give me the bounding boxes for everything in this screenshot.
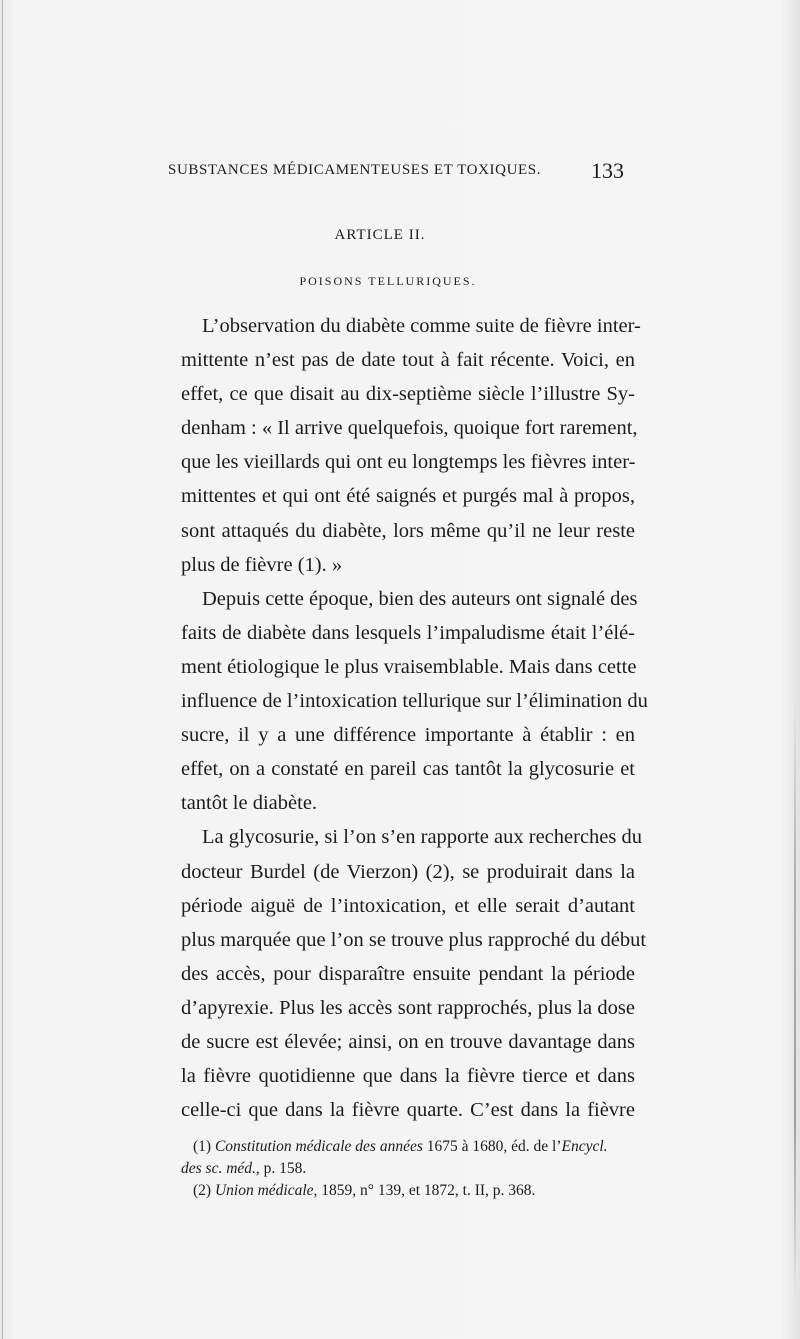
text-line: tantôt le diabète. (181, 792, 318, 815)
text-line: effet, on a constaté en pareil cas tantôt la glycosurie et (181, 758, 635, 781)
footnote-title: Constitution médicale des années (214, 1138, 423, 1155)
footnote-edition: , éd. de l’ (503, 1138, 562, 1155)
footnotes (181, 1136, 635, 1201)
text-line: ment étiologique le plus vraisemblable. Mais dans cette (181, 655, 637, 678)
text-line: sucre, il y a une différence importante à établir : en (181, 724, 635, 747)
text-line: mittente n’est pas de date tout à fait récente. Voici, en (181, 349, 635, 372)
page-edge-left (2, 0, 3, 1339)
footnote-rest: , 1859, n° 139, et 1872, t. II, p. 368. (313, 1181, 536, 1199)
footnote-marker: (1) (193, 1138, 212, 1155)
text-line: influence de l’intoxication tellurique sur l’élimination du (181, 690, 648, 713)
text-line: L’observation du diabète comme suite de fièvre inter- (202, 315, 641, 337)
text-line: plus de fièvre (1). » (181, 553, 343, 576)
footnote-1 (181, 1136, 635, 1158)
text-line: plus marquée que l’on se trouve plus rapproché du début (181, 928, 647, 951)
footnote-title: Union médicale (214, 1181, 314, 1199)
page-edge-right (794, 700, 796, 1300)
running-head (118, 158, 628, 188)
footnote-1-continued (181, 1158, 635, 1180)
running-title: SUBSTANCES MÉDICAMENTEUSES ET TOXIQUES. (168, 162, 542, 178)
text-line: La glycosurie, si l’on s’en rapporte aux recherches du (202, 826, 643, 849)
footnote-page: , p. 158. (255, 1159, 307, 1177)
article-heading-text: ARTICLE II. (334, 227, 426, 243)
article-subheading-text: POISONS TELLURIQUES. (299, 274, 477, 288)
footnote-marker: (2) (193, 1181, 212, 1199)
article-heading (0, 227, 800, 244)
text-line: celle-ci que dans la fièvre quarte. C’est dans la fièvre (181, 1099, 635, 1122)
text-line: docteur Burdel (de Vierzon) (2), se produirait dans la (181, 860, 635, 883)
footnote-2 (181, 1180, 635, 1202)
text-line: denham : « Il arrive quelquefois, quoique fort rarement, (181, 417, 638, 440)
text-line: sont attaqués du diabète, lors même qu’il ne leur reste (181, 519, 635, 542)
page-number: 133 (591, 158, 624, 183)
text-line: des accès, pour disparaître ensuite pendant la période (181, 962, 635, 985)
footnote-source-cont: des sc. méd. (181, 1159, 256, 1177)
text-line: mittentes et qui ont été saignés et purgés mal à propos, (181, 485, 635, 508)
text-line: de sucre est élevée; ainsi, on en trouve davantage dans (181, 1030, 635, 1053)
text-line: période aiguë de l’intoxication, et elle serait d’autant (181, 894, 635, 917)
article-subheading (0, 274, 800, 289)
text-line: la fièvre quotidienne que dans la fièvre tierce et dans (181, 1065, 635, 1088)
text-line: faits de diabète dans lesquels l’impaludisme était l’élé- (181, 621, 635, 644)
text-line: d’apyrexie. Plus les accès sont rapprochés, plus la dose (181, 996, 635, 1019)
text-line: Depuis cette époque, bien des auteurs ont signalé des (202, 587, 638, 610)
footnote-source: Encycl. (561, 1138, 608, 1155)
text-line: que les vieillards qui ont eu longtemps les fièvres inter- (181, 451, 636, 474)
footnote-years: 1675 à 1680 (426, 1138, 504, 1155)
text-line: effet, ce que disait au dix-septième siècle l’illustre Sy- (181, 383, 635, 406)
body-text (181, 309, 648, 1127)
